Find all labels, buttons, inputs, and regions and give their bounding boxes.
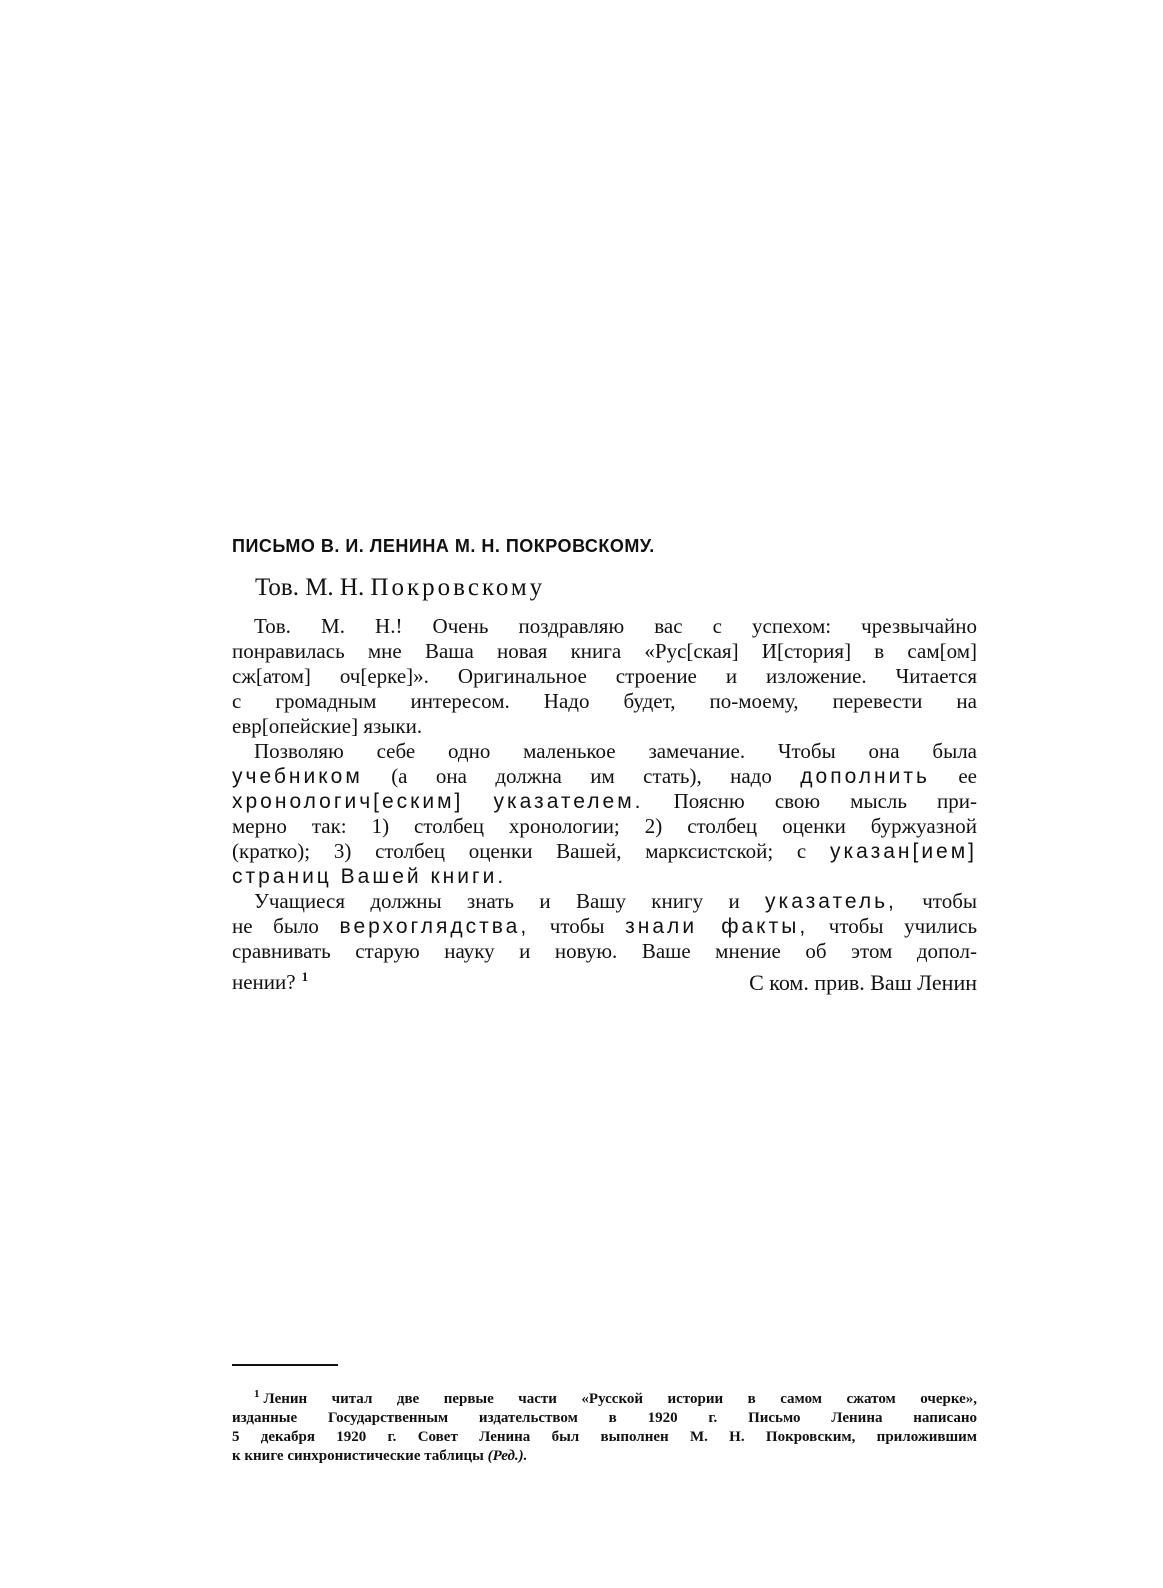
letter-heading: ПИСЬМО В. И. ЛЕНИНА М. Н. ПОКРОВСКОМУ. xyxy=(232,536,655,556)
body-line xyxy=(232,839,977,864)
body-text: не было xyxy=(232,914,319,938)
body-text: Поясню свою мысль при- xyxy=(673,789,977,813)
emphasis-text: учебником xyxy=(232,765,363,788)
body-line: евр[опейские] языки. xyxy=(232,714,423,738)
body-text: нении? xyxy=(232,970,296,994)
footnote-mark: 1 xyxy=(254,1388,260,1400)
body-line xyxy=(232,889,977,914)
footnote-line: изданные Государственным издательством в 1920 г. Письмо Ленина написано xyxy=(232,1410,977,1426)
body-line: с громадным интересом. Надо будет, по-моему, перевести на xyxy=(232,689,977,713)
footnote-reference[interactable]: 1 xyxy=(301,969,309,984)
emphasis-text: указан[ием] xyxy=(829,840,977,863)
body-line: понравилась мне Ваша новая книга «Рус[ская] И[стория] в сам[ом] xyxy=(232,639,977,663)
emphasis-text: дополнить xyxy=(800,765,930,788)
footnote-divider xyxy=(232,1364,338,1366)
body-line xyxy=(232,914,977,939)
body-text: ее xyxy=(958,764,977,788)
body-text: Учащиеся должны знать и Вашу книгу и xyxy=(254,889,740,913)
footnote-text: к книге синхронистические таблицы xyxy=(232,1448,484,1464)
footnote-editor-note: (Ред.). xyxy=(487,1448,528,1464)
emphasis-text: знали факты, xyxy=(625,915,809,938)
emphasis-text: верхоглядства, xyxy=(339,915,530,938)
body-line: сж[атом] оч[ерке]». Оригинальное строение и изложение. Читается xyxy=(232,664,977,688)
body-line xyxy=(232,789,977,814)
body-line: страниц Вашей книги. xyxy=(232,865,507,888)
footnote-line xyxy=(232,1385,977,1409)
body-line: сравнивать старую науку и новую. Ваше мнение об этом допол- xyxy=(232,939,977,963)
salutation-prefix: Тов. М. Н. xyxy=(255,574,365,601)
emphasis-text: указатель, xyxy=(765,890,897,913)
body-text: (кратко); 3) столбец оценки Вашей, марксистской; с xyxy=(232,839,807,863)
body-text: чтобы xyxy=(549,914,605,938)
emphasis-text: хронологич[еским] xyxy=(232,790,464,813)
letter-salutation xyxy=(255,574,545,602)
footnote-line: 5 декабря 1920 г. Совет Ленина был выполнен М. Н. Покровским, приложившим xyxy=(232,1429,977,1445)
body-text: чтобы xyxy=(922,889,978,913)
letter-body xyxy=(232,614,977,995)
body-line: мерно так: 1) столбец хронологии; 2) столбец оценки буржуазной xyxy=(232,814,977,838)
body-text: чтобы учились xyxy=(828,914,978,938)
body-line xyxy=(232,764,977,789)
footnote-line xyxy=(232,1447,977,1466)
body-line: Тов. М. Н.! Очень поздравляю вас с успехом: чрезвычайно xyxy=(254,614,977,638)
footnote xyxy=(232,1385,977,1466)
footnote-text: Ленин читал две первые части «Русской истории в самом сжатом очерке», xyxy=(263,1391,977,1407)
letter-signature: С ком. прив. Ваш Ленин xyxy=(749,970,977,995)
emphasis-text: указателем. xyxy=(493,790,644,813)
salutation-name: Покровскому xyxy=(370,574,546,601)
body-text: (а она должна им стать), надо xyxy=(391,764,772,788)
body-line: Позволяю себе одно маленькое замечание. Чтобы она была xyxy=(254,739,977,763)
